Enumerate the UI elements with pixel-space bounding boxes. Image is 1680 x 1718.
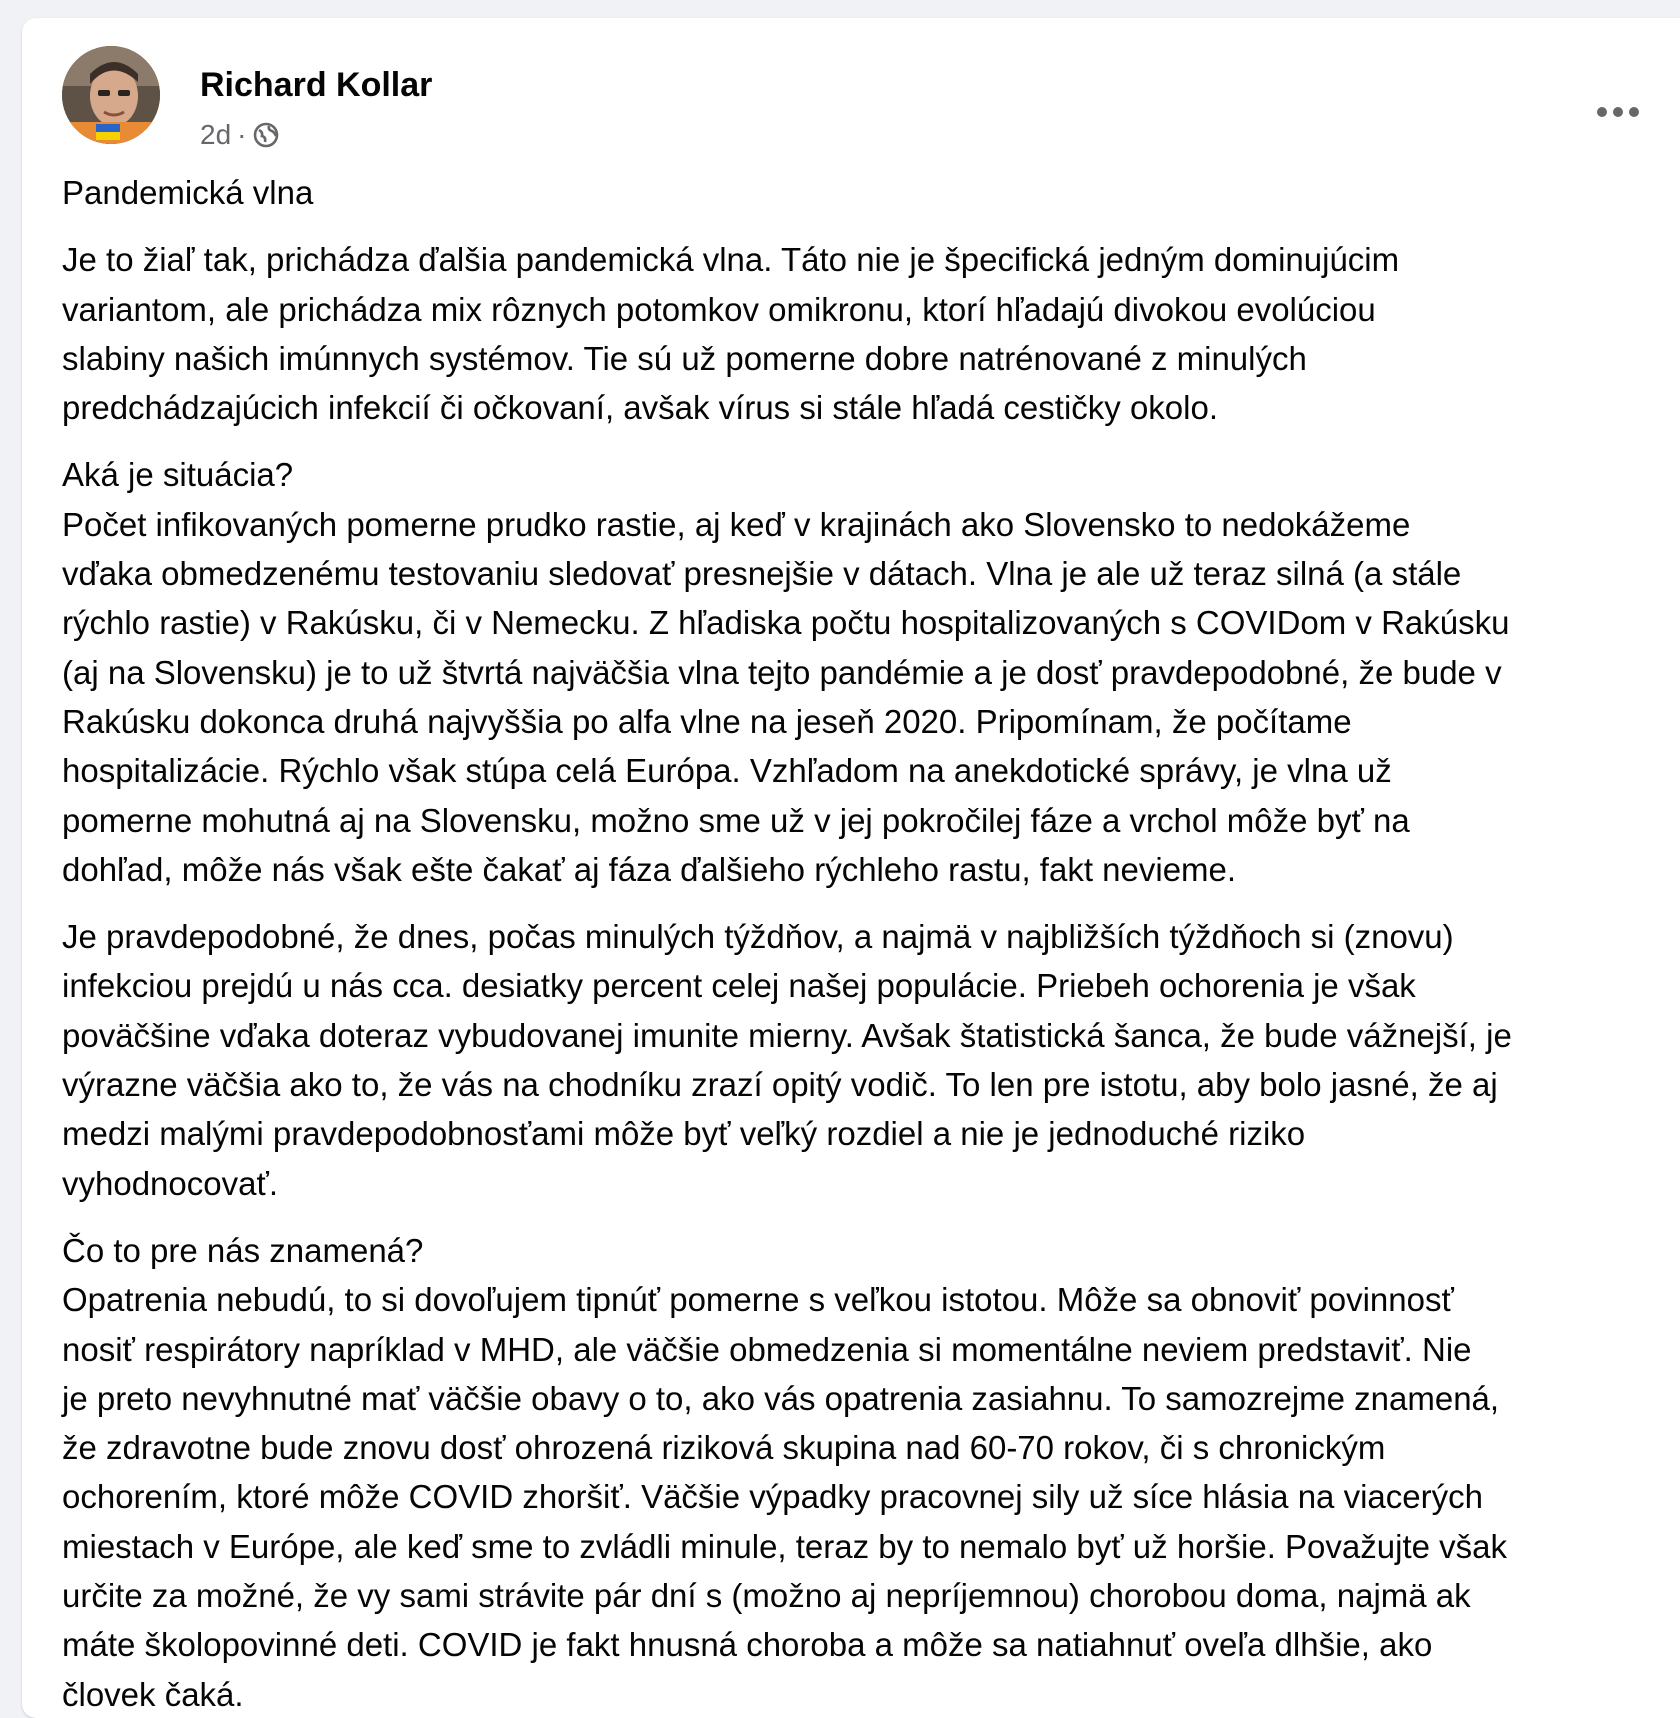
avatar[interactable] <box>62 46 160 144</box>
text-line: Je to žiaľ tak, prichádza ďalšia pandemická vlna. Táto nie je špecifická jedným dominujúcim <box>62 241 1400 279</box>
paragraph-1 <box>62 235 1662 432</box>
more-options-button[interactable] <box>1588 92 1648 132</box>
text-line: medzi malými pravdepodobnosťami môže byť veľký rozdiel a nie je jednoduché riziko <box>62 1115 1306 1153</box>
text-line: Je pravdepodobné, že dnes, počas minulých týždňov, a najmä v najbližších týždňoch si (znovu) <box>62 918 1454 956</box>
post-header <box>62 46 1642 150</box>
text-line: miestach v Európe, ale keď sme to zvládli minule, teraz by to nemalo byť už horšie. Považujte však <box>62 1527 1507 1565</box>
text-line: hospitalizácie. Rýchlo však stúpa celá Európa. Vzhľadom na anekdotické správy, je vlna už <box>62 752 1392 790</box>
text-line: nosiť respirátory napríklad v MHD, ale väčšie obmedzenia si momentálne neviem predstaviť. Nie <box>62 1330 1472 1368</box>
paragraph-2 <box>62 450 1662 894</box>
text-line: pomerne mohutná aj na Slovensku, možno sme už v jej pokročilej fáze a vrchol môže byť na <box>62 801 1410 839</box>
post-meta <box>200 118 280 152</box>
text-line: Pandemická vlna <box>62 174 314 211</box>
ukraine-flag-icon <box>96 124 120 140</box>
text-line: ochorením, ktoré môže COVID zhoršiť. Väčšie výpadky pracovnej sily už síce hlásia na viacerých <box>62 1478 1483 1516</box>
text-line: že zdravotne bude znovu dosť ohrozená riziková skupina nad 60-70 rokov, či s chronickým <box>62 1429 1386 1467</box>
text-line: vyhodnocovať. <box>62 1164 279 1202</box>
author-name[interactable]: Richard Kollar <box>200 66 433 104</box>
paragraph-4 <box>62 1226 1662 1718</box>
more-horizontal-icon <box>1596 106 1640 118</box>
text-line: je preto nevyhnutné mať väčšie obavy o to, ako vás opatrenia zasiahnu. To samozrejme znamená, <box>62 1379 1500 1417</box>
text-line: človek čaká. <box>62 1675 244 1713</box>
text-line: variantom, ale prichádza mix rôznych potomkov omikronu, ktorí hľadajú divokou evolúciou <box>62 290 1376 328</box>
post-text <box>62 168 1662 1718</box>
paragraph-3 <box>62 912 1662 1208</box>
text-line: Čo to pre nás znamená? <box>62 1231 424 1269</box>
text-line: (aj na Slovensku) je to už štvrtá najväčšia vlna tejto pandémie a je dosť pravdepodobné, že bude v <box>62 653 1502 691</box>
text-line: slabiny našich imúnnych systémov. Tie sú už pomerne dobre natrénované z minulých <box>62 339 1307 377</box>
text-line: dohľad, môže nás však ešte čakať aj fáza ďalšieho rýchleho rastu, fakt nevieme. <box>62 850 1237 888</box>
text-line: máte školopovinné deti. COVID je fakt hnusná choroba a môže sa natiahnuť oveľa dlhšie, ako <box>62 1626 1433 1664</box>
text-line: Aká je situácia? <box>62 456 294 494</box>
text-line: rýchlo rastie) v Rakúsku, či v Nemecku. Z hľadiska počtu hospitalizovaných s COVIDom v Rakúsku <box>62 604 1510 642</box>
text-line: výrazne väčšia ako to, že vás na chodníku zrazí opitý vodič. To len pre istotu, aby bolo jasné, že aj <box>62 1066 1498 1104</box>
post-title <box>62 168 1662 217</box>
text-line: infekciou prejdú u nás cca. desiatky percent celej našej populácie. Priebeh ochorenia je však <box>62 967 1416 1005</box>
text-line: poväčšine vďaka doteraz vybudovanej imunite mierny. Avšak štatistická šanca, že bude vážnejší, je <box>62 1016 1512 1054</box>
text-line: Rakúsku dokonca druhá najvyššia po alfa vlne na jeseň 2020. Pripomínam, že počítame <box>62 702 1352 740</box>
text-line: Opatrenia nebudú, to si dovoľujem tipnúť pomerne s veľkou istotou. Môže sa obnoviť povinnosť <box>62 1281 1454 1319</box>
post-card <box>22 18 1680 1718</box>
text-line: určite za možné, že vy sami strávite pár dní s (možno aj nepríjemnou) chorobou doma, najmä ak <box>62 1577 1471 1615</box>
globe-icon[interactable] <box>252 121 280 149</box>
post-timestamp[interactable]: 2d <box>200 119 232 150</box>
text-line: predchádzajúcich infekcií či očkovaní, avšak vírus si stále hľadá cestičky okolo. <box>62 389 1218 427</box>
meta-separator: · <box>237 119 247 150</box>
text-line: vďaka obmedzenému testovaniu sledovať presnejšie v dátach. Vlna je ale už teraz silná (a stále <box>62 555 1462 593</box>
text-line: Počet infikovaných pomerne prudko rastie, aj keď v krajinách ako Slovensko to nedokážeme <box>62 505 1411 543</box>
